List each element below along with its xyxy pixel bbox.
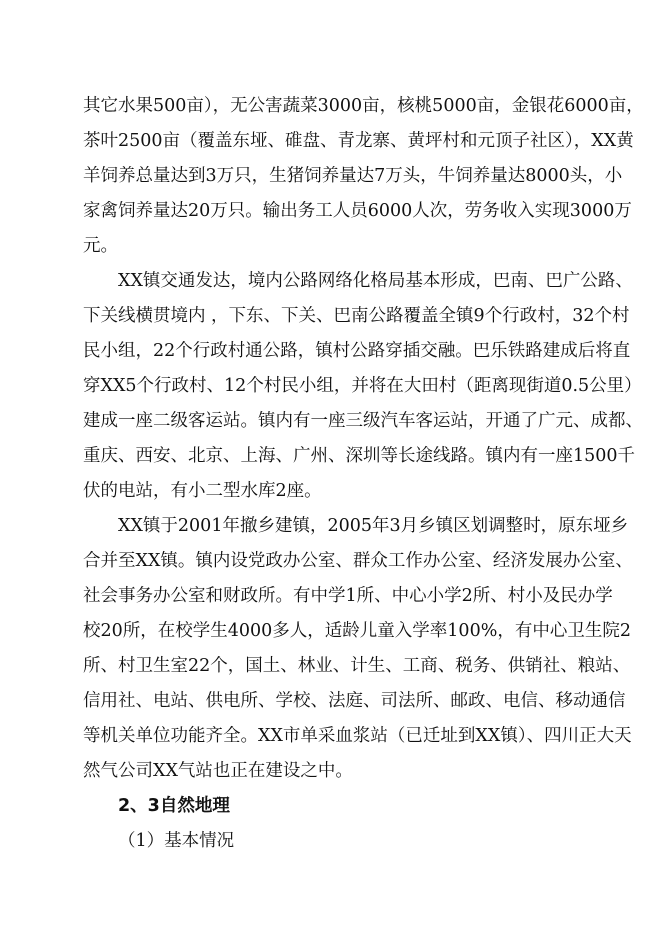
- text-line: 伏的电站，有小二型水库2座。: [83, 481, 322, 501]
- text-line: 所、村卫生室22个，国土、林业、计生、工商、税务、供销社、粮站、: [83, 656, 631, 676]
- text-line: XX镇于2001年撤乡建镇，2005年3月乡镇区划调整时，原东垭乡: [118, 516, 629, 536]
- text-line: 下关线横贯境内 ，下东、下关、巴南公路覆盖全镇9个行政村，32个村: [83, 306, 630, 326]
- text-line: 羊饲养总量达到3万只，生猪饲养量达7万头，牛饲养量达8000头，小: [83, 166, 623, 186]
- section-heading: 2、3自然地理: [118, 796, 230, 816]
- text-line: 建成一座二级客运站。镇内有一座三级汽车客运站，开通了广元、成都、: [83, 411, 643, 431]
- text-line: 家禽饲养量达20万只。输出务工人员6000人次，劳务收入实现3000万: [83, 201, 632, 221]
- text-line: XX镇交通发达，境内公路网络化格局基本形成，巴南、巴广公路、: [118, 271, 633, 291]
- text-line: 元。: [83, 236, 118, 256]
- subsection-heading: （1）基本情况: [118, 831, 235, 851]
- text-line: 合并至XX镇。镇内设党政办公室、群众工作办公室、经济发展办公室、: [83, 551, 633, 571]
- text-line: 社会事务办公室和财政所。有中学1所、中心小学2所、村小及民办学: [83, 586, 613, 606]
- text-line: 民小组，22个行政村通公路，镇村公路穿插交融。巴乐铁路建成后将直: [83, 341, 631, 361]
- text-line: 等机关单位功能齐全。XX市单采血浆站（已迁址到XX镇）、四川正大天: [83, 726, 632, 746]
- text-line: 穿XX5个行政村、12个村民小组，并将在大田村（距离现街道0.5公里）: [83, 376, 642, 396]
- text-line: 茶叶2500亩（覆盖东垭、碓盘、青龙寨、黄坪村和元顶子社区），XX黄: [83, 131, 634, 151]
- text-line: 重庆、西安、北京、上海、广州、深圳等长途线路。镇内有一座1500千: [83, 446, 636, 466]
- text-line: 信用社、电站、供电所、学校、法庭、司法所、邮政、电信、移动通信: [83, 691, 626, 711]
- text-line: 校20所，在校学生4000多人，适龄儿童入学率100%，有中心卫生院2: [83, 621, 631, 641]
- text-line: 然气公司XX气站也正在建设之中。: [83, 761, 353, 781]
- text-line: 其它水果500亩），无公害蔬菜3000亩，核桃5000亩，金银花6000亩，: [83, 96, 644, 116]
